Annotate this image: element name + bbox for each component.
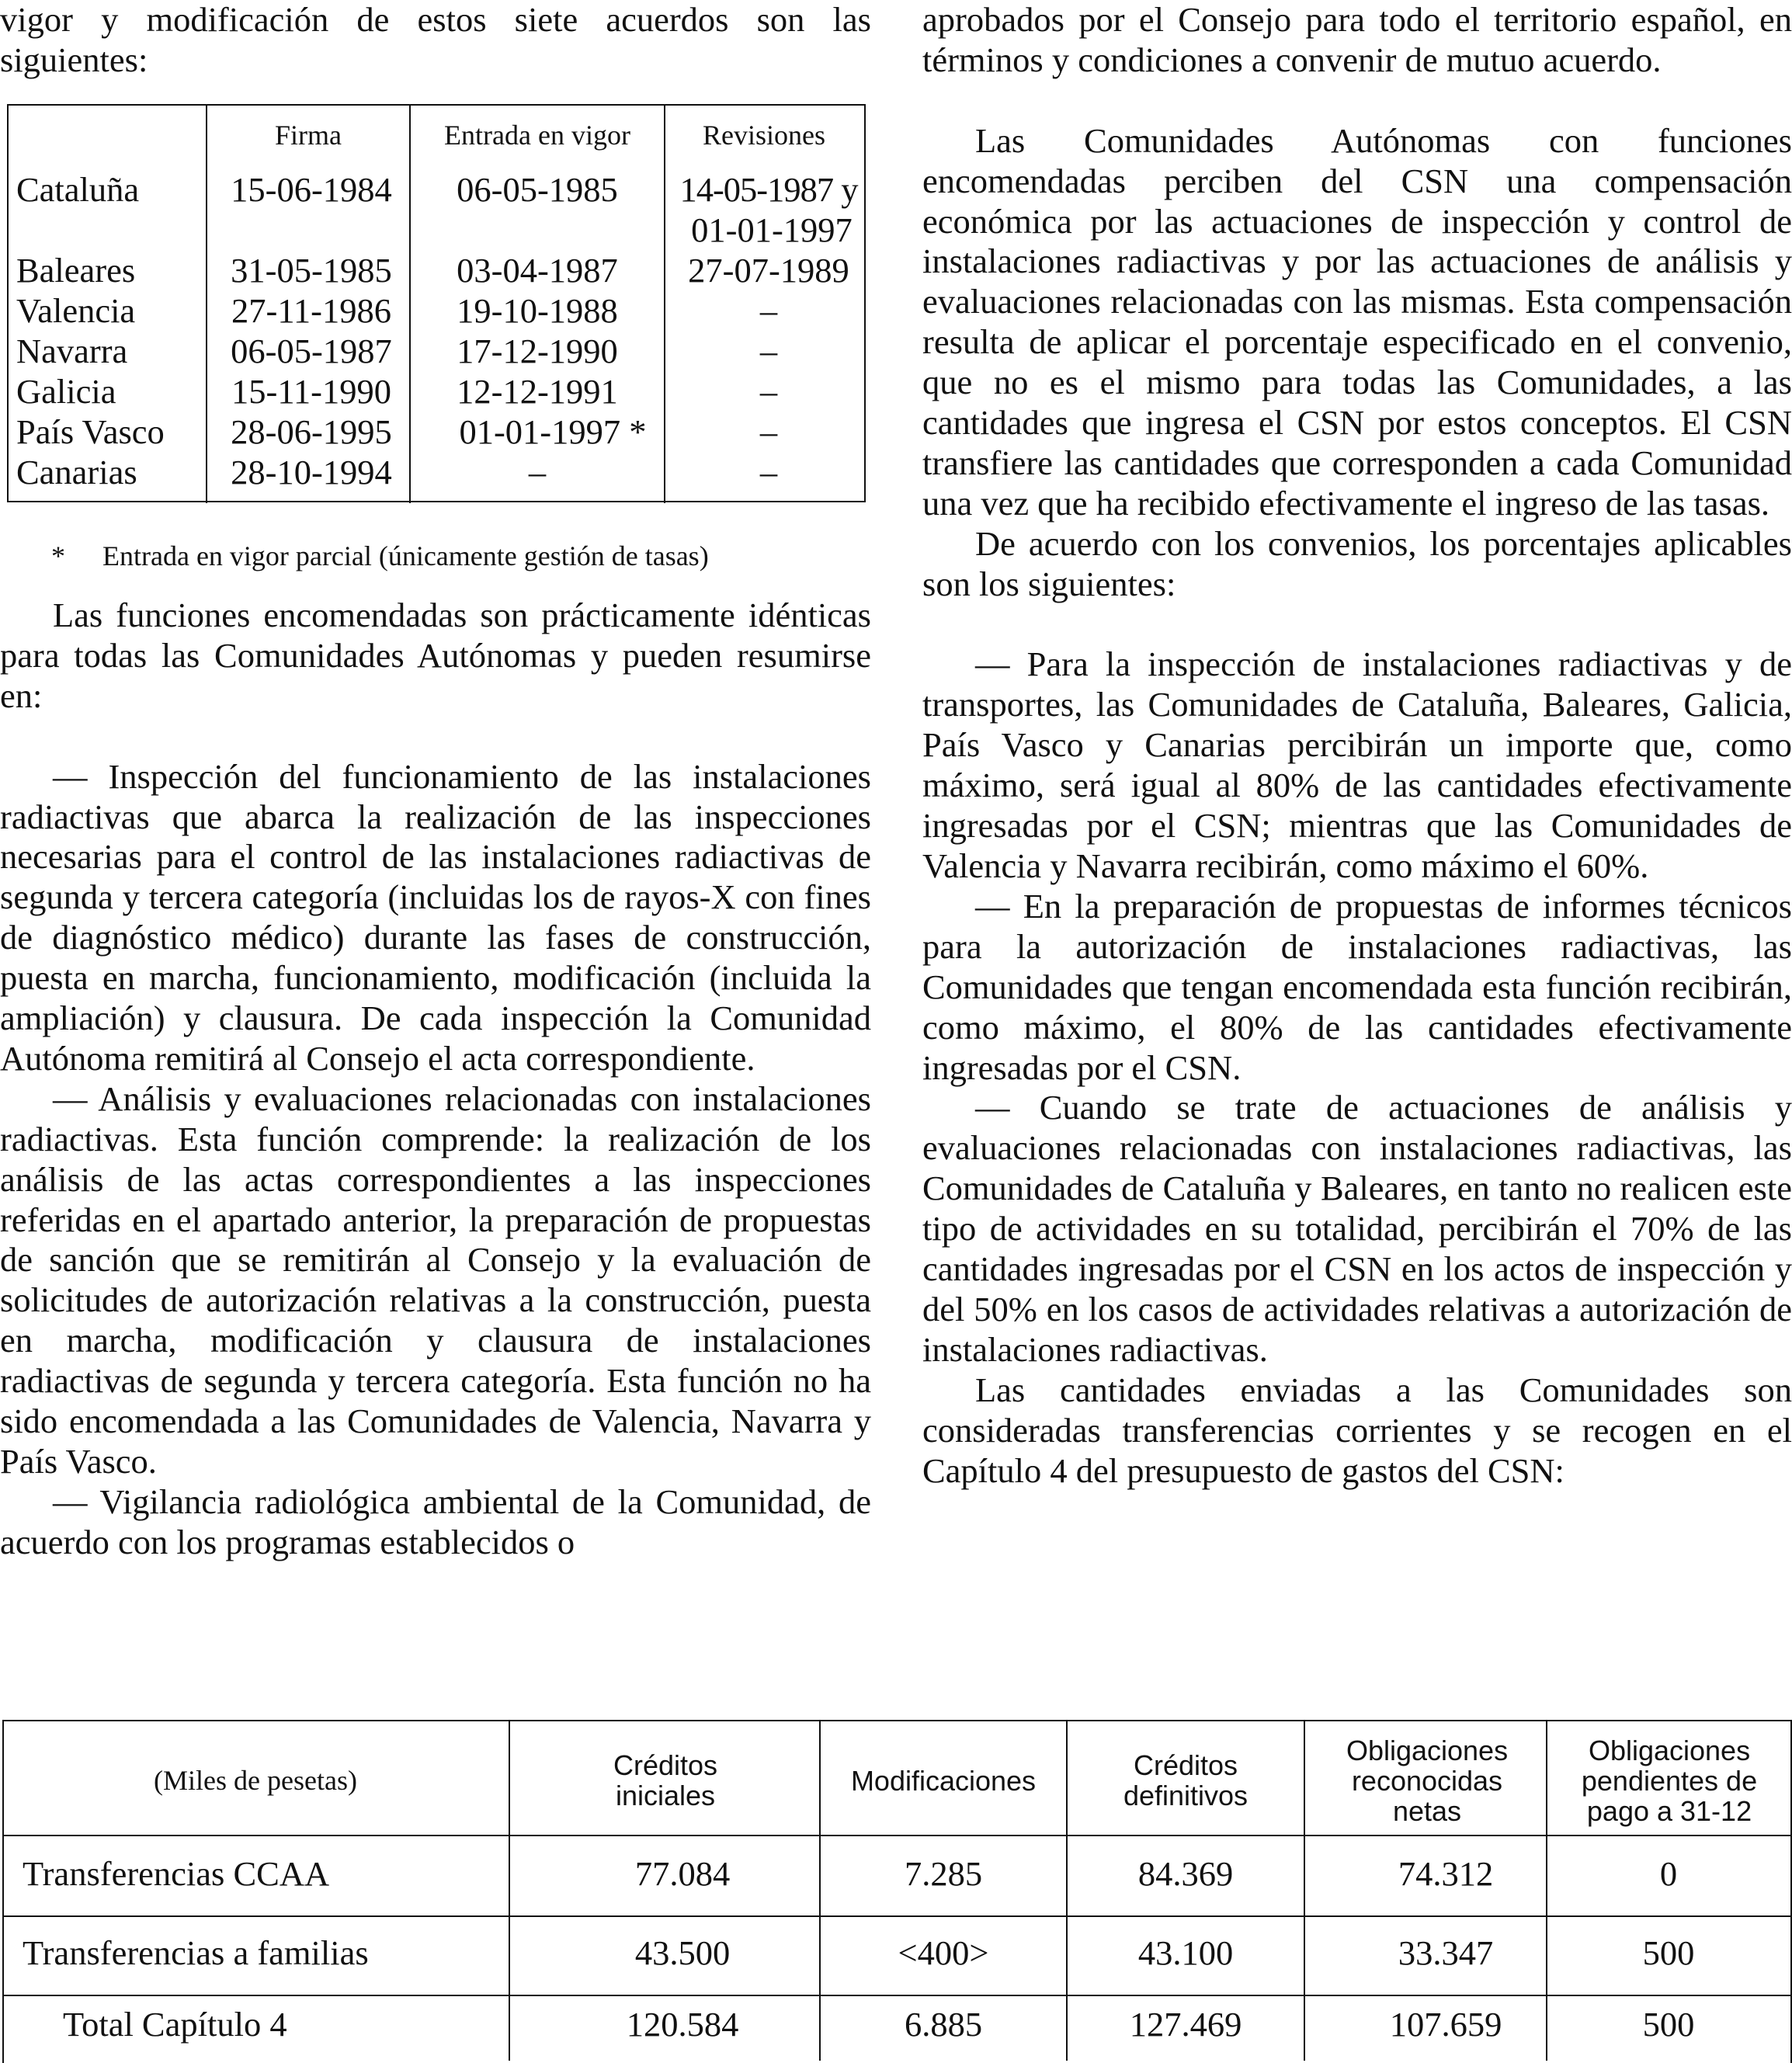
revisiones-cell: – <box>759 453 778 491</box>
region-galicia: Galicia <box>16 372 116 411</box>
region-pais-vasco: País Vasco <box>16 412 165 451</box>
column-divider <box>509 1720 510 2061</box>
footnote-mark: * <box>51 540 65 571</box>
row-label: Transferencias CCAA <box>23 1854 330 1893</box>
region-cataluna: Cataluña <box>16 170 140 209</box>
vigor-cell: 01-01-1997 * <box>459 412 647 451</box>
paragraph: Las funciones encomendadas son prácticamente idénticas para todas las Comunidades Autónomas y pueden resumirse en: <box>0 596 871 715</box>
header-entrada-vigor: Entrada en vigor <box>444 120 630 151</box>
paragraph: — Cuando se trate de actuaciones de análisis y evaluaciones relacionadas con instalaciones radiactivas, las Comunidades de Cataluña y Baleares, en tanto no realicen este tipo de actividades en su totalidad, percibirán el 70% de las cantidades ingresadas por el CSN en los actos de inspección y del 50% en los casos de actividades relativas a autorización de instalaciones radiactivas. <box>922 1088 1792 1369</box>
vigor-cell: 06-05-1985 <box>457 170 618 209</box>
column-divider <box>206 104 207 503</box>
revisiones-cell-extra: 01-01-1997 <box>691 210 853 249</box>
row-divider <box>2 1835 1792 1836</box>
paragraph: aprobados por el Consejo para todo el territorio español, en términos y condiciones a convenir de mutuo acuerdo. <box>922 0 1792 79</box>
table-footnote <box>51 539 709 573</box>
vigor-cell: – <box>528 453 547 491</box>
firma-cell: 15-06-1984 <box>231 170 392 209</box>
firma-cell: 31-05-1985 <box>231 251 392 290</box>
header-creditos-definitivos: Créditos definitivos <box>1123 1749 1248 1811</box>
paragraph: — Análisis y evaluaciones relacionadas con instalaciones radiactivas. Esta función comprende: la realización de los análisis de las actas correspondientes a las inspecciones referidas en el apartado anterior, la preparación de propuestas de sanción que se remitirán al Consejo y la evaluación de solicitudes de autorización relativas a la construcción, puesta en marcha, modificación y clausura de instalaciones radiactivas de segunda y tercera categoría. Esta función no ha sido encomendada a las Comunidades de Valencia, Navarra y País Vasco. <box>0 1078 871 1481</box>
value-cell: 43.500 <box>634 1933 731 1972</box>
value-cell: 6.885 <box>904 2005 983 2044</box>
row-divider <box>2 1995 1792 1996</box>
right-column <box>922 0 1792 1492</box>
revisiones-cell: – <box>759 332 778 370</box>
revisiones-cell: – <box>759 372 778 411</box>
budget-table <box>2 1720 1790 2061</box>
intro-paragraph: vigor y modificación de estos siete acuerdos son las siguientes: <box>0 0 871 79</box>
value-cell: 74.312 <box>1398 1854 1494 1893</box>
value-cell: 77.084 <box>634 1854 731 1893</box>
header-creditos-iniciales: Créditos iniciales <box>613 1749 718 1811</box>
paragraph: — En la preparación de propuestas de informes técnicos para la autorización de instalaciones radiactivas, las Comunidades que tengan encomendada esta función recibirán, como máximo, el 80% de las cantidades efectivamente ingresadas por el CSN. <box>922 886 1792 1087</box>
paragraph: — Inspección del funcionamiento de las instalaciones radiactivas que abarca la realización de las inspecciones necesarias para el control de las instalaciones radiactivas de segunda y tercera categoría (incluidas los de rayos-X con fines de diagnóstico médico) durante las fases de construcción, puesta en marcha, funcionamiento, modificación (incluida la ampliación) y clausura. De cada inspección la Comunidad Autónoma remitirá al Consejo el acta correspondiente. <box>0 756 871 1078</box>
header-firma: Firma <box>275 120 342 151</box>
header-modificaciones: Modificaciones <box>850 1764 1037 1797</box>
row-label: Transferencias a familias <box>23 1933 369 1972</box>
left-body <box>0 596 871 1563</box>
value-cell: 500 <box>1642 1933 1695 1972</box>
revisiones-cell: – <box>759 291 778 330</box>
vigor-cell: 17-12-1990 <box>457 332 618 370</box>
value-cell: 107.659 <box>1389 2005 1502 2044</box>
value-cell: 84.369 <box>1137 1854 1234 1893</box>
unit-label: (Miles de pesetas) <box>154 1764 357 1796</box>
region-valencia: Valencia <box>16 291 136 330</box>
firma-cell: 06-05-1987 <box>231 332 392 370</box>
paragraph: De acuerdo con los convenios, los porcentajes aplicables son los siguientes: <box>922 523 1792 603</box>
revisiones-cell: – <box>759 412 778 451</box>
vigor-cell: 12-12-1991 <box>457 372 618 411</box>
revisiones-cell: 14-05-1987 y <box>679 170 858 209</box>
vigor-cell: 19-10-1988 <box>457 291 618 330</box>
region-baleares: Baleares <box>16 251 136 290</box>
header-obligaciones-pendientes: Obligaciones pendientes de pago a 31-12 <box>1581 1734 1758 1827</box>
region-navarra: Navarra <box>16 332 128 370</box>
row-label-total: Total Capítulo 4 <box>63 2005 287 2044</box>
agreements-table <box>7 104 866 502</box>
revisiones-cell: 27-07-1989 <box>688 251 849 290</box>
row-divider <box>2 1915 1792 1917</box>
left-column <box>0 0 871 81</box>
value-cell: 0 <box>1659 1854 1678 1893</box>
paragraph: — Vigilancia radiológica ambiental de la Comunidad, de acuerdo con los programas establecidos o <box>0 1481 871 1561</box>
value-cell: 7.285 <box>904 1854 983 1893</box>
value-cell: 43.100 <box>1137 1933 1234 1972</box>
paragraph: Las cantidades enviadas a las Comunidades son consideradas transferencias corrientes y se recogen en el Capítulo 4 del presupuesto de gastos del CSN: <box>922 1370 1792 1490</box>
value-cell: 127.469 <box>1129 2005 1242 2044</box>
firma-cell: 27-11-1986 <box>231 291 391 330</box>
value-cell: 120.584 <box>626 2005 739 2044</box>
value-cell: 33.347 <box>1398 1933 1494 1972</box>
firma-cell: 28-10-1994 <box>231 453 392 491</box>
value-cell: 500 <box>1642 2005 1695 2044</box>
paragraph: Las Comunidades Autónomas con funciones encomendadas perciben del CSN una compensación económica por las actuaciones de inspección y control de instalaciones radiactivas y por las actuaciones de análisis y evaluaciones relacionadas con las mismas. Esta compensación resulta de aplicar el porcentaje especificado en el convenio, que no es el mismo para todas las Comunidades, a las cantidades que ingresa el CSN por estos conceptos. El CSN transfiere las cantidades que corresponden a cada Comunidad una vez que ha recibido efectivamente el ingreso de las tasas. <box>922 120 1792 523</box>
header-obligaciones-reconocidas: Obligaciones reconocidas netas <box>1346 1734 1509 1827</box>
footnote-text: Entrada en vigor parcial (únicamente gestión de tasas) <box>102 540 709 571</box>
column-divider <box>1304 1720 1305 2061</box>
header-revisiones: Revisiones <box>703 120 825 151</box>
region-canarias: Canarias <box>16 453 137 491</box>
firma-cell: 15-11-1990 <box>231 372 391 411</box>
value-cell: <400> <box>898 1933 989 1972</box>
firma-cell: 28-06-1995 <box>231 412 392 451</box>
vigor-cell: 03-04-1987 <box>457 251 618 290</box>
paragraph: — Para la inspección de instalaciones radiactivas y de transportes, las Comunidades de Cataluña, Baleares, Galicia, País Vasco y Canarias percibirán un importe que, como máximo, será igual al 80% de las cantidades efectivamente ingresadas por el CSN; mientras que las Comunidades de Valencia y Navarra recibirán, como máximo el 60%. <box>922 644 1792 885</box>
